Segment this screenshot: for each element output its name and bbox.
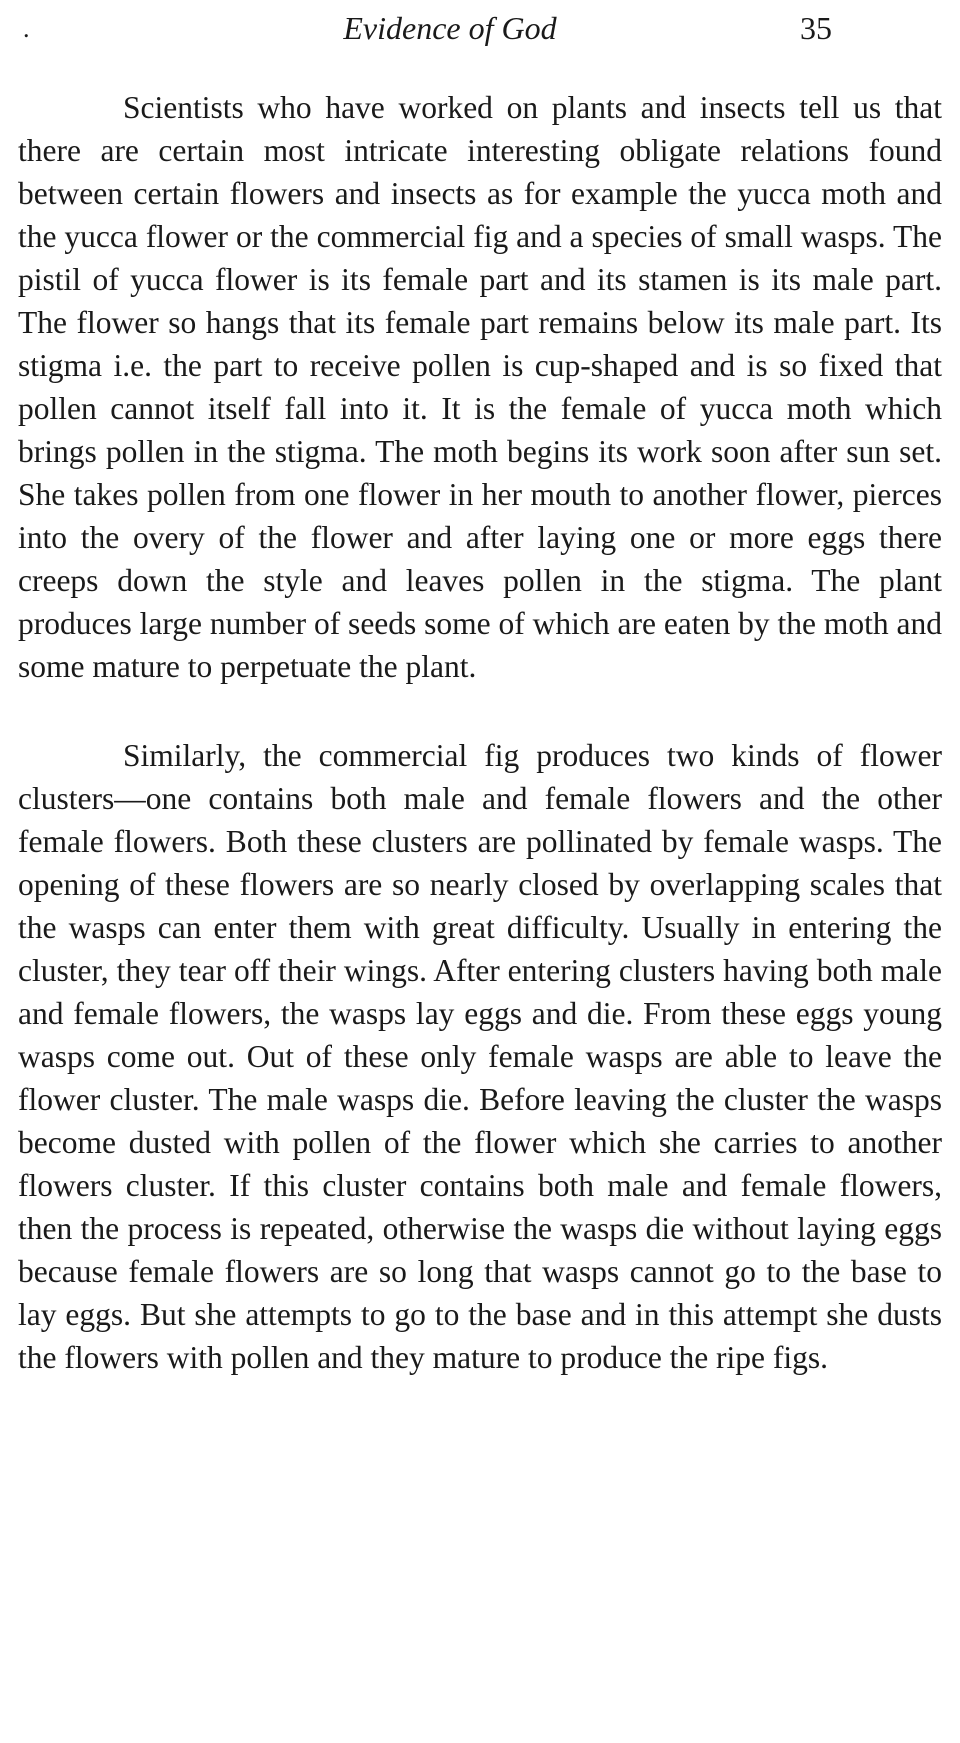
paragraph-yucca-moth: Scientists who have worked on plants and insects tell us that there are certain most intricate interesting obligate relations found between certain flowers and insects as for example the yucca moth and the yucca flower or the commercial fig and a species of small wasps. The pistil of yucca flower is its female part and its stamen is its male part. The flower so hangs that its female part remains below its male part. Its stigma i.e. the part to receive pollen is cup-shaped and is so fixed that pollen cannot itself fall into it. It is the female of yucca moth which brings pollen in the stigma. The moth begins its work soon after sun set. She takes pollen from one flower in her mouth to another flower, pierces into the overy of the flower and after laying one or more eggs there creeps down the style and leaves pollen in the stigma. The plant produces large number of seeds some of which are eaten by the moth and some mature to perpetuate the plant. (18, 90, 942, 684)
book-title: Evidence of God (343, 10, 557, 46)
page-number: 35 (800, 10, 832, 46)
running-header (18, 0, 942, 52)
page-body (18, 86, 942, 1379)
paragraph-fig-wasps: Similarly, the commercial fig produces two kinds of flower clusters—one contains both male and female flowers and the other female flowers. Both these clusters are pollinated by female wasps. The opening of these flowers are so nearly closed by overlapping scales that the wasps can enter them with great difficulty. Usually in entering the cluster, they tear off their wings. After entering clusters having both male and female flowers, the wasps lay eggs and die. From these eggs young wasps come out. Out of these only female wasps are able to leave the flower cluster. The male wasps die. Before leaving the cluster the wasps become dusted with pollen of the flower which she carries to another flowers cluster. If this cluster contains both male and female flowers, then the process is repeated, otherwise the wasps die without laying eggs because female flowers are so long that wasps cannot go to the base to lay eggs. But she attempts to go to the base and in this attempt she dusts the flowers with pollen and they mature to produce the ripe figs. (18, 738, 942, 1375)
header-mark: . (23, 14, 30, 43)
